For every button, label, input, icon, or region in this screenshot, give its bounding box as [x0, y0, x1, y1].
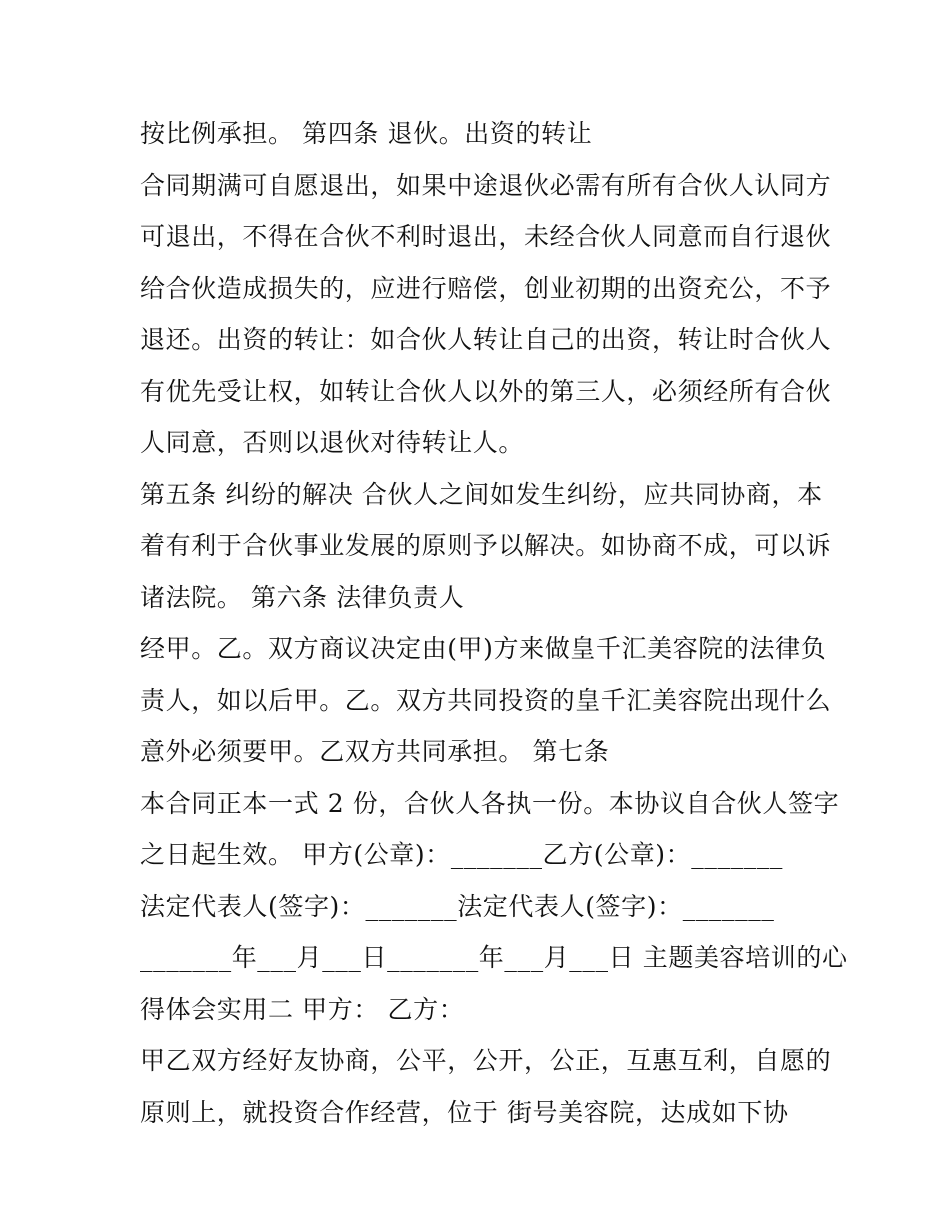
text-line: 人同意，否则以退伙对待转让人。 [140, 428, 525, 457]
document-body [140, 108, 848, 1138]
text-line: 得体会实用二 甲方： 乙方： [140, 994, 465, 1024]
text-line: 责人，如以后甲。乙。双方共同投资的皇千汇美容院出现什么 [140, 685, 832, 715]
text-line: 合同期满可自愿退出，如果中途退伙必需有所有合伙人认同方 [140, 170, 832, 200]
text-line: 经甲。乙。双方商议决定由(甲)方来做皇千汇美容院的法律负 [140, 634, 827, 663]
text-line: 法定代表人(签字)：_______法定代表人(签字)：_______ [140, 891, 775, 921]
text-line: 着有利于合伙事业发展的原则予以解决。如协商不成，可以诉 [140, 531, 832, 560]
text-line: 本合同正本一式 2 份，合伙人各执一份。本协议自合伙人签字 [140, 788, 840, 818]
text-line: 意外必须要甲。乙双方共同承担。 第七条 [140, 737, 610, 766]
text-line: 之日起生效。 甲方(公章)：_______乙方(公章)：_______ [140, 840, 783, 869]
text-line: 甲乙双方经好友协商，公平，公开，公正，互惠互利，自愿的 [140, 1046, 832, 1075]
text-line: _______年___月___日_______年___月___日 主题美容培训的心 [140, 943, 848, 972]
text-line: 第五条 纠纷的解决 合伙人之间如发生纠纷，应共同协商，本 [140, 479, 823, 509]
text-line: 原则上，就投资合作经营，位于 街号美容院，达成如下协 [140, 1097, 789, 1127]
text-line: 退还。出资的转让：如合伙人转让自己的出资，转让时合伙人 [140, 325, 832, 354]
text-line: 可退出，不得在合伙不利时退出，未经合伙人同意而自行退伙 [140, 222, 832, 251]
text-line: 按比例承担。 第四条 退伙。出资的转让 [140, 119, 593, 148]
text-line: 诸法院。 第六条 法律负责人 [140, 582, 465, 612]
text-line: 给合伙造成损失的，应进行赔偿，创业初期的出资充公，不予 [140, 273, 832, 303]
text-line: 有优先受让权，如转让合伙人以外的第三人，必须经所有合伙 [140, 376, 832, 406]
